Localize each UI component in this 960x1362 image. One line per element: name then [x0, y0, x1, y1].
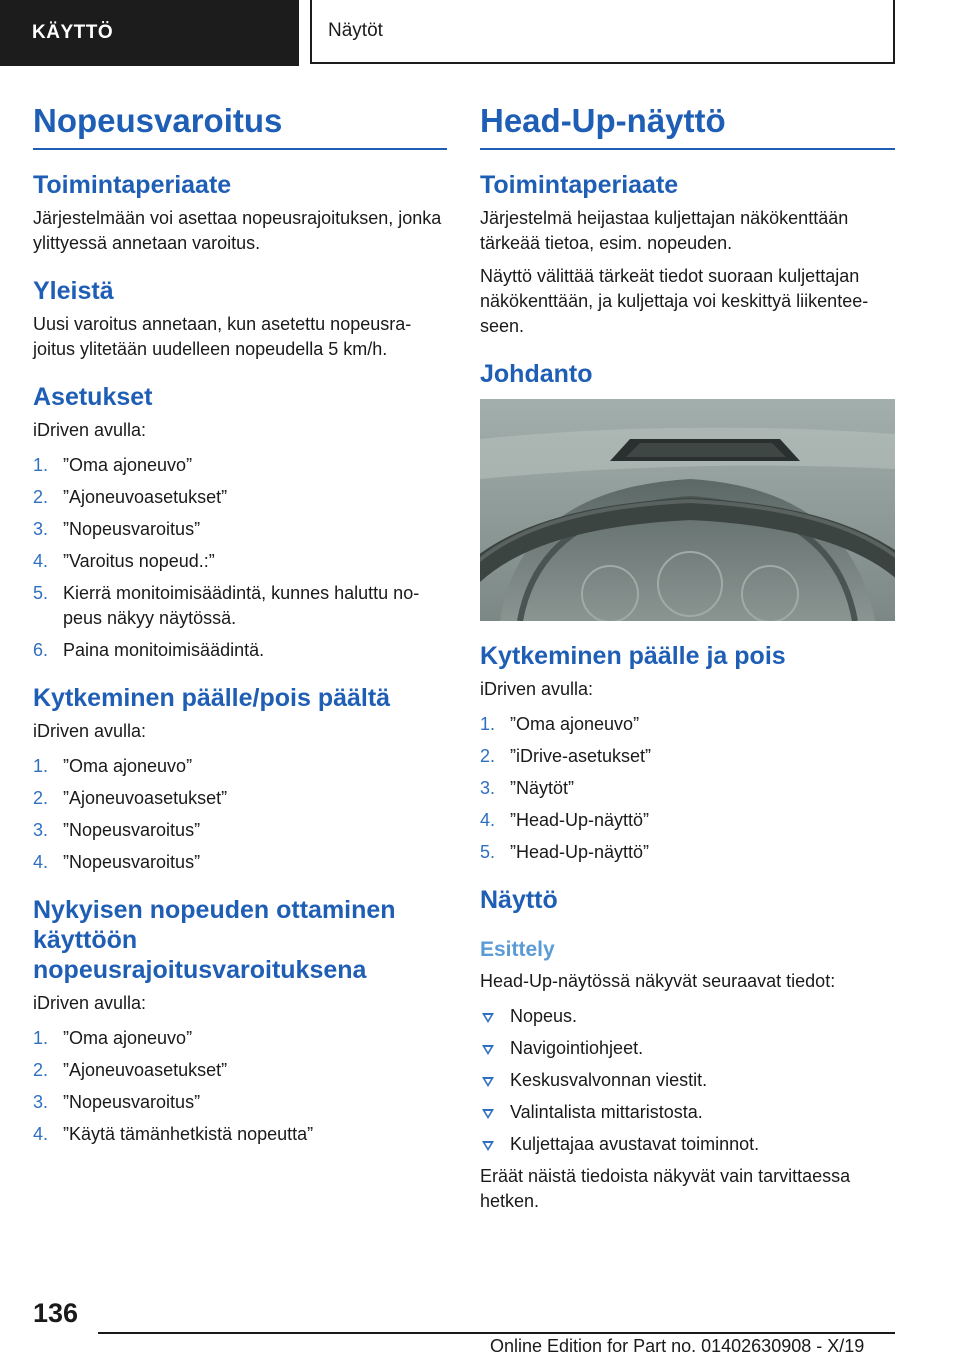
current-speed-steps [33, 1026, 447, 1147]
step-text: Kierrä monitoimisäädintä, kunnes haluttu nopeus näkyy näytössä. [63, 583, 420, 628]
header-section-label: KÄYTTÖ [32, 22, 114, 43]
header-section-tab [0, 0, 299, 66]
speed-warning-title: Nopeusvaroitus [33, 98, 447, 150]
general-text: Uusi varoitus annetaan, kun asetettu nopeusrajoitus ylitetään uudelleen nopeudella 5 km/h. [33, 314, 412, 359]
list-item [480, 744, 895, 769]
toggle-intro: iDriven avulla: [33, 721, 147, 741]
step-text: ”Oma ajoneuvo” [63, 455, 193, 475]
list-item [33, 453, 447, 478]
step-number: 1. [33, 1028, 49, 1048]
hud-toggle-steps [480, 712, 895, 865]
list-item [33, 638, 447, 663]
list-item [33, 818, 447, 843]
triangle-bullet-icon [482, 1141, 494, 1151]
step-text: ”Head-Up-näyttö” [510, 810, 650, 830]
list-item [33, 786, 447, 811]
hud-principle-text-2: Näyttö välittää tärkeät tiedot suoraan kuljettajan näkökenttään, ja kuljettaja voi keskittyä liikenteeseen. [480, 266, 869, 336]
step-number: 3. [33, 519, 49, 539]
step-text: ”Oma ajoneuvo” [63, 756, 193, 776]
step-text: Paina monitoimisäädintä. [63, 640, 265, 660]
step-number: 2. [33, 788, 49, 808]
display-heading: Näyttö [480, 886, 558, 914]
list-item [33, 1090, 447, 1115]
triangle-bullet-icon [482, 1077, 494, 1087]
bullet-text: Navigointiohjeet. [510, 1038, 644, 1058]
step-number: 3. [33, 820, 49, 840]
list-item [480, 776, 895, 801]
current-speed-intro: iDriven avulla: [33, 993, 147, 1013]
bullet-text: Nopeus. [510, 1006, 578, 1026]
toggle-steps [33, 754, 447, 875]
list-item [33, 581, 447, 631]
step-number: 5. [480, 842, 496, 862]
step-number: 4. [33, 852, 49, 872]
page-number: 136 [33, 1298, 79, 1328]
list-item [33, 850, 447, 875]
step-text: ”Ajoneuvoasetukset” [63, 788, 228, 808]
hud-title: Head-Up-näyttö [480, 98, 895, 150]
left-column [33, 98, 447, 1154]
step-number: 2. [480, 746, 496, 766]
settings-heading: Asetukset [33, 383, 153, 411]
header-subsection-tab [310, 0, 895, 64]
hud-dashboard-image [480, 399, 895, 621]
bullet-text: Valintalista mittaristosta. [510, 1102, 703, 1122]
step-text: ”Nopeusvaroitus” [63, 852, 201, 872]
list-item [480, 808, 895, 833]
footer-divider [98, 1332, 895, 1334]
step-number: 6. [33, 640, 49, 660]
principle-text: Järjestelmään voi asettaa nopeusrajoituksen, jonka ylittyessä annetaan varoitus. [33, 208, 442, 253]
display-bullets [480, 1004, 895, 1157]
list-item [480, 1132, 895, 1157]
list-item [480, 712, 895, 737]
step-number: 4. [33, 551, 49, 571]
toggle-heading: Kytkeminen päälle/pois päältä [33, 684, 391, 712]
list-item [33, 549, 447, 574]
step-text: ”Oma ajoneuvo” [510, 714, 640, 734]
overview-subheading: Esittely [480, 938, 555, 961]
list-item [480, 1100, 895, 1125]
hud-principle-text-1: Järjestelmä heijastaa kuljettajan näkökenttään tärkeää tietoa, esim. nopeuden. [480, 208, 849, 253]
bullet-text: Keskusvalvonnan viestit. [510, 1070, 708, 1090]
list-item [480, 1036, 895, 1061]
step-text: ”Head-Up-näyttö” [510, 842, 650, 862]
triangle-bullet-icon [482, 1045, 494, 1055]
step-text: ”Nopeusvaroitus” [63, 1092, 201, 1112]
step-number: 3. [480, 778, 496, 798]
hud-toggle-intro: iDriven avulla: [480, 679, 594, 699]
current-speed-heading: Nykyisen nopeuden ottaminen käyttöön nopeusrajoitusvaroituksena [33, 896, 396, 984]
list-item [33, 1058, 447, 1083]
list-item [33, 1026, 447, 1051]
list-item [33, 1122, 447, 1147]
intro-heading: Johdanto [480, 360, 593, 388]
hud-principle-heading: Toimintaperiaate [480, 171, 679, 199]
step-number: 1. [33, 756, 49, 776]
list-item [480, 840, 895, 865]
step-number: 2. [33, 1060, 49, 1080]
list-item [33, 754, 447, 779]
list-item [33, 485, 447, 510]
principle-heading: Toimintaperiaate [33, 171, 232, 199]
header-subsection-label: Näytöt [328, 20, 383, 41]
step-number: 3. [33, 1092, 49, 1112]
step-number: 4. [33, 1124, 49, 1144]
step-number: 1. [33, 455, 49, 475]
list-item [480, 1004, 895, 1029]
step-text: ”iDrive-asetukset” [510, 746, 652, 766]
step-text: ”Nopeusvaroitus” [63, 820, 201, 840]
step-text: ”Käytä tämänhetkistä nopeutta” [63, 1124, 314, 1144]
triangle-bullet-icon [482, 1109, 494, 1119]
step-text: ”Oma ajoneuvo” [63, 1028, 193, 1048]
step-number: 2. [33, 487, 49, 507]
display-intro: Head-Up-näytössä näkyvät seuraavat tiedot: [480, 971, 836, 991]
settings-steps [33, 453, 447, 663]
bullet-text: Kuljettajaa avustavat toiminnot. [510, 1134, 760, 1154]
list-item [480, 1068, 895, 1093]
step-text: ”Varoitus nopeud.:” [63, 551, 215, 571]
dashboard-illustration [480, 399, 895, 621]
right-column [480, 98, 895, 1222]
general-heading: Yleistä [33, 277, 114, 305]
step-number: 1. [480, 714, 496, 734]
triangle-bullet-icon [482, 1013, 494, 1023]
footer-edition: Online Edition for Part no. 01402630908 - X/19 [490, 1336, 865, 1356]
list-item [33, 517, 447, 542]
settings-intro: iDriven avulla: [33, 420, 147, 440]
display-outro: Eräät näistä tiedoista näkyvät vain tarvittaessa hetken. [480, 1166, 851, 1211]
step-text: ”Nopeusvaroitus” [63, 519, 201, 539]
hud-toggle-heading: Kytkeminen päälle ja pois [480, 642, 786, 670]
step-text: ”Näytöt” [510, 778, 575, 798]
step-number: 4. [480, 810, 496, 830]
step-text: ”Ajoneuvoasetukset” [63, 1060, 228, 1080]
step-number: 5. [33, 583, 49, 603]
step-text: ”Ajoneuvoasetukset” [63, 487, 228, 507]
